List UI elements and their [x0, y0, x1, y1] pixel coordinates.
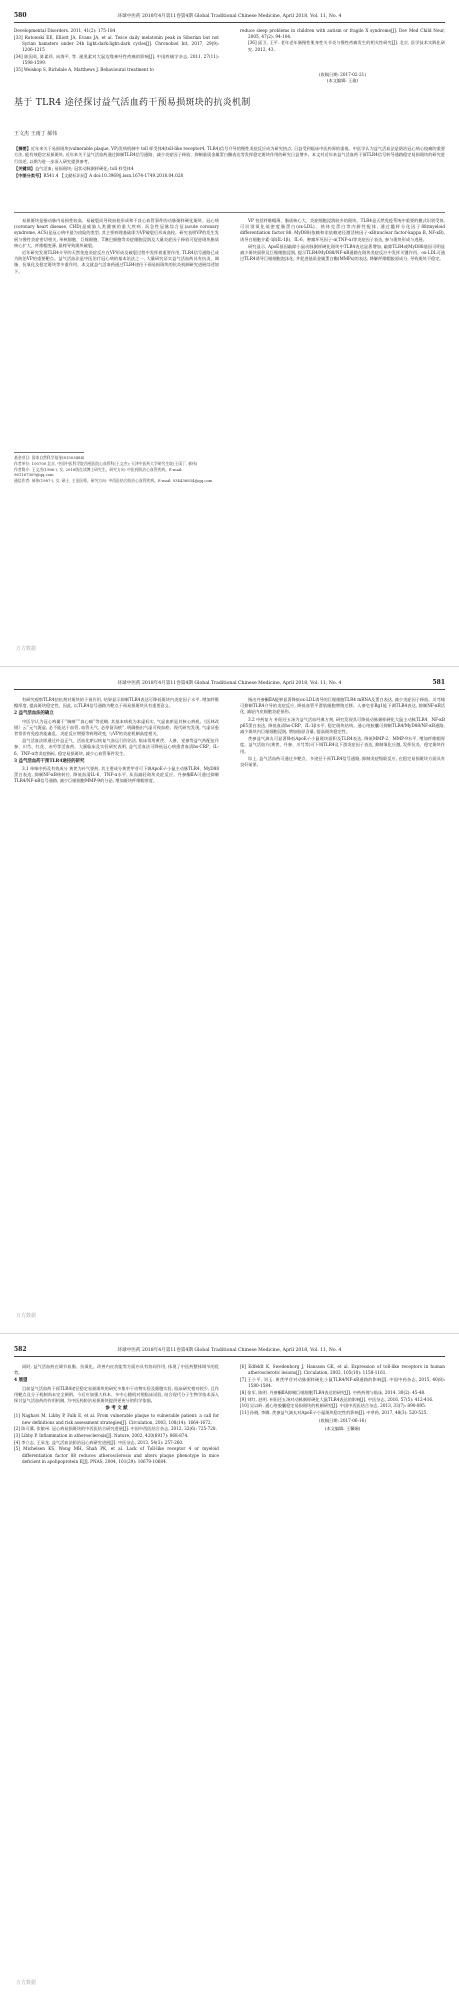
abstract-label: 【摘要】	[14, 146, 31, 151]
reference-item: [1] Naghavi M, Libby P, Falk E, et al. From vulnerable plaque to vulnerable patient: a call for new definitions and risk assessment strategies[J]. Circulation, 2003, 108(14): 1664-1672.	[14, 1413, 219, 1425]
body-column-left	[14, 697, 219, 1257]
reference-item: [35] Weiskop S, Richdale A, Matthews J. Behavioural treatment to	[14, 66, 154, 72]
body-paragraph: 3.1 单味中药及有效成分 黄芪为补气要药, 其主要成分黄芪甲苷可下调ApoE-/-小鼠主动脉TLR4、MyD88蛋白表达, 抑制NF-κB核转位, 降低血清IL-6、TNF-α水平, 从而减轻斑块炎症反应。丹参酮ⅡA可通过抑制TLR4/NF-κB信号通路, 减少巨噬细胞MMP-9的分泌, 增加斑块纤维帽厚度。	[14, 766, 219, 784]
page-number: 581	[432, 679, 445, 686]
body-paragraph: 3.2 中药复方 补阳还五汤为益气活血经典方剂, 研究发现其可降低动脉粥样硬化大鼠主动脉TLR4、NF-κB p65蛋白表达, 降低血清hs-CRP、IL-1β水平, 稳定斑块结构。通心络胶囊可抑制TLR4/MyD88/NF-κB通路, 减少斑块内巨噬细胞浸润, 增加胶原含量, 提高斑块稳定性。	[240, 716, 445, 735]
watermark: 万方数据	[16, 1313, 37, 1319]
page-number: 582	[14, 1346, 27, 1353]
body-column-left	[14, 1364, 219, 1964]
reference-list-continued	[14, 28, 219, 88]
running-header: 环球中医药 2018年4月第11卷第4期 Global Traditional Chinese Medicine, April 2018, Vol. 11, No. 4	[117, 14, 342, 19]
references-heading: 参 考 文 献	[105, 1406, 128, 1412]
section-heading: 3 益气活血药干预TLR4途径的研究	[14, 758, 85, 764]
reference-item: reduce sleep problems in children with autism or fragile X syndrome[J]. Dev Med Child Neur, 2005, 47(2): 94-104. [36] 邱卫, 王平. 老年老年肠慢性肌身性关节炎与慢性疼痛发生的相关性研究[J]. 北京, 医学技术实践化研究. 2012, 43.	[240, 28, 445, 52]
body-paragraph: 综上, 益气活血药可通过多靶点、多途径干预TLR4信号通路, 抑制炎症级联反应, 在稳定易损斑块方面具有良好前景。	[240, 755, 445, 768]
body-paragraph: 同时, 益气活血药在调节血脂、抗氧化、改善内皮功能等方面亦具有协同作用, 体现了中医药整体调节的优势。	[14, 1364, 219, 1376]
running-header: 环球中医药 2018年4月第11卷第4期 Global Traditional Chinese Medicine, April 2018, Vol. 11, No. 4	[117, 681, 342, 686]
body-paragraph: 近年研究发现TLR4介导的天然免疫炎症反应在VP形成及破裂过程中发挥着重要作用, TLR4信号通路已成为防治VP的重要靶点。益气活血法是中医治疗冠心病的基本治法之一, 大量研究证实益气活血药具有抗炎、调脂、抗氧化及稳定斑块等多重作用。本文就益气活血药通过TLR4途径干预易损斑块的抗炎机制研究进展综述如下。	[14, 250, 219, 274]
body-paragraph: 易损斑块是指动脉内易损性较高、易破裂而导致血栓形成和不良心血管事件的动脉粥样硬化斑块。冠心病(coronary heart disease, CHD)是威胁人类健康的重大疾病, 而急性冠脉综合征(acute coronary syndrome, ACS)是冠心病中最为凶险的类型, 其主要病理基础即为VP破裂后形成血栓。研究表明VP的发生发展与慢性炎症密切相关, 单核细胞、巨噬细胞、T淋巴细胞等炎症细胞浸润及大量炎症因子释放可促进斑块脂质核心扩大、纤维帽变薄, 最终导致斑块破裂。	[14, 218, 219, 248]
corresponding-author-note: 通信作者: 郝伟(1987-), 女, 硕士, 主治医师。研究方向: 中西医结合防治心血管疾病。E-mail: 934436834@qq.com	[14, 478, 213, 484]
reference-item: [11] 孙晓, 李娜. 芪参益气滴丸对ApoE-/-小鼠斑块稳定性的影响[J]. 中草药, 2017, 48(3): 520-525.	[240, 1409, 428, 1415]
editor-note: (本文编辑: 王馨娴)	[324, 1426, 361, 1432]
body-paragraph: 有研究观察TLR4拮抗剂对斑块的干预作用, 结果显示抑制TLR4表达可降低斑块内炎症因子水平, 增加纤维帽厚度, 提高斑块稳定性。因此, 以TLR4信号通路为靶点干预易损斑块具有重要意义。	[14, 697, 219, 709]
page-580	[0, 0, 459, 666]
article-title: 基于 TLR4 途径探讨益气活血药干预易损斑块的抗炎机制	[14, 98, 251, 108]
abstract-text: 近年来关于易损斑块(vulnerable plaque, VP)发病机制中 toll 样受体4(toll-like receptor4, TLR4)信号介导的慢性炎症反应成为研究热点, 日益受到临床中医药界的重视。中医学认为益气活血法是防治冠心病心绞痛的重要方法, 能有效稳定易损斑块, 近年来关于益气活血药通过抑制TLR4信号通路、减少炎症因子释放、抑制基质金属蛋白酶表达等发挥稳定斑块作用的研究日益增多。本文对近年来益气活血药干预TLR4信号转导通路稳定易损斑块的研究进行综述, 以期为进一步深入研究提供参考。	[14, 146, 445, 164]
body-column-right	[240, 1364, 445, 1964]
page-header	[14, 679, 445, 690]
keywords-label: 【关键词】	[14, 165, 35, 171]
page-581	[0, 667, 459, 1333]
section-heading: 2 益气活血法的确立	[14, 711, 54, 717]
reference-item: [5] Michelsen KS, Wong MH, Shah PK, et al. Lack of Toll-like receptor 4 or myeloid differentiation factor 88 reduces atherosclerosis and alters plaque phenotype in mice deficient in apolipoprotein E[J]. PNAS, 2004, 101(29): 10679-10684.	[14, 1446, 219, 1464]
page-header	[14, 12, 445, 23]
abstract-divider	[14, 212, 445, 213]
reference-item: [2] 陈可冀, 张敏州. 冠心病易损斑块的中西医结合研究进展[J]. 中国中西医结合杂志, 2012, 32(6): 725-728.	[14, 1426, 217, 1432]
watermark: 万方数据	[16, 1980, 37, 1986]
clc-text: R541.4 【文献标识码】A doi:10.3969/j.issn.1674-1749.2018.04.028	[43, 173, 184, 179]
reference-list-continued-right	[240, 28, 445, 72]
received-date: (收稿日期: 2017-02-21)	[319, 72, 366, 77]
keywords-text: 益气活血; 易损斑块; 冠状动脉粥样硬化; toll 样受体4	[34, 165, 134, 171]
body-paragraph: 指出丹参酮ⅡA能够显著降低ox-LDL诱导的巨噬细胞TLR4 mRNA及蛋白表达, 减少炎症因子释放。川芎嗪可抑制TLR4介导的炎症反应, 降低血管平滑肌细胞增殖迁移。人参皂苷Rg1能下调TLR4表达, 抑制NF-κB活化, 减轻内皮细胞炎症损伤。	[240, 697, 445, 715]
reference-item: Developmental Disorders. 2011, 41(2): 175-184	[14, 28, 116, 33]
page-number: 580	[14, 12, 27, 19]
funding-note: 基金项目: 国家自然科学基金(81503484)	[14, 455, 85, 460]
article-authors: 王文杰 王雨丁 郝伟	[14, 131, 58, 137]
clc-label: 【中图分类号】	[14, 173, 44, 179]
article-end-notes	[240, 72, 445, 88]
abstract-block	[14, 146, 445, 180]
received-date: (收稿日期: 2017-06-16)	[319, 1418, 366, 1424]
reference-item: [4] 李立志, 王承龙. 益气活血法防治冠心病研究进展[J]. 中医杂志, 2013, 54(3): 257-260.	[14, 1439, 184, 1445]
body-column-right	[240, 697, 445, 1257]
reference-item: [10] 吴以岭. 通心络胶囊稳定易损斑块的机制研究[J]. 中国中西医结合杂志, 2013, 33(7): 890-895.	[240, 1403, 427, 1409]
body-column-left	[14, 218, 219, 443]
section-heading: 4 展望	[14, 1378, 28, 1384]
reference-item: [9] 刘红, 赵明. 补阳还五汤对动脉粥样硬化大鼠TLR4表达的影响[J]. 中医杂志, 2016, 57(5): 412-416.	[240, 1396, 434, 1402]
author-bio-note: 作者简介: 王文杰(1986-), 女, 2016级在读博士研究生。研究方向: 中医药防治心血管疾病。E-mail: 961167309@qq.com	[14, 466, 183, 478]
reference-item: [8] 张军, 陈明. 丹参酮ⅡA抑制巨噬细胞TLR4表达的研究[J]. 中药药理与临床, 2014, 30(2): 45-48.	[240, 1389, 426, 1395]
body-paragraph: 中医学认为冠心病属于“胸痹”“真心痛”等范畴, 其基本病机为本虚标实, 气虚血瘀是其核心病机。《医林改错》云“元气既虚, 必不能达于血管, 血管无气, 必停留而瘀”, 明确指出气虚可致血瘀。现代研究发现, 气虚证患者常伴有免疫功能紊乱、炎症反应增强等病理改变, 与VP的炎症机制高度相关。	[14, 718, 219, 737]
page-header	[14, 1346, 445, 1357]
watermark: 万方数据	[16, 646, 37, 652]
body-paragraph: 目前益气活血药干预TLR4途径稳定易损斑块的研究多集中于动物实验及细胞实验, 临床研究相对较少, 且作用靶点及分子机制尚未完全阐明。今后应加强大样本、多中心随机对照临床试验, 结合现代分子生物学技术深入探讨益气活血药的作用机制, 为中医药防治易损斑块提供更充分的科学依据。	[14, 1385, 219, 1404]
running-header: 环球中医药 2018年4月第11卷第4期 Global Traditional Chinese Medicine, April 2018, Vol. 11, No. 4	[117, 1348, 342, 1353]
body-column-right	[240, 218, 445, 638]
body-paragraph: 芪参益气滴丸可显著降低ApoE-/-小鼠斑块面积及TLR4表达, 降低MMP-2、MMP-9水平, 增加纤维帽厚度。益气活血方(黄芪、丹参、川芎等)可下调TLR4及下游炎症因子表达, 抑制氧化应激, 发挥抗炎、稳定斑块作用。	[240, 736, 445, 754]
reference-item: [33] Rutowski EE, Elliott JA, Evans JA, et al. Twice daily melatonin peak in Siberian but not Syrian hamsters under 24h light:dark:light:dark cycles[J]. Chronobiol Int, 2017, 29(9): 1206-1215	[14, 34, 219, 53]
body-paragraph: 益气活血法即通过补益正气、活血化瘀以恢复气血运行的治法, 临床常用黄芪、人参、党参等益气药配伍丹参、川芎、红花、赤芍等活血药。大量临床及实验研究表明, 益气活血法可降低冠心病患者血清hs-CRP、IL-6、TNF-α等炎症指标, 稳定易损斑块, 减少心血管事件发生。	[14, 738, 219, 756]
affiliation-note: 作者单位: 100700 北京, 中国中医科学院西苑医院心血管科(王文杰); 天津中医药大学研究生院(王雨丁, 郝伟)	[14, 460, 198, 466]
reference-item: [7] 王小平, 刘玉. 黄芪甲苷对动脉粥样硬化小鼠TLR4/NF-κB通路的影响[J]. 中国中药杂志, 2015, 40(8): 1580-1584.	[240, 1376, 445, 1389]
body-paragraph: VP 包括纤维帽薄、脂质核心大、炎症细胞浸润较多的斑块。TLR4是天然免疫系统中重要的模式识别受体, 可识别氧化低密度脂蛋白(ox-LDL)、热休克蛋白等内源性配体, 通过髓样分化因子88(myeloid differentiation factor 88, MyD88)依赖和非依赖途径激活核因子-κB(nuclear factor-kappa B, NF-κB), 诱导白细胞介素-1β(IL-1β)、IL-6、肿瘤坏死因子-α(TNF-α)等炎症因子表达, 参与斑块形成与进展。	[240, 218, 445, 242]
footnotes	[14, 455, 219, 484]
reference-item: [34] 陈国英, 陈素珍, 向海平, 等. 褪黑素对大鼠边缘神经性疼痛的影响[J]. 中国疼痛学杂志, 2011, 27(11): 1598-1599.	[14, 53, 219, 66]
page-582	[0, 1334, 459, 2000]
reference-item: [6] Edfeldt K, Swedenborg J, Hansson GK, et al. Expression of toll-like receptors in human atherosclerotic lesions[J]. Circulation, 2002, 105(10): 1158-1161.	[240, 1364, 445, 1376]
reference-item: [3] Libby P. Inflammation in atherosclerosis[J]. Nature, 2002, 420(6917): 868-874.	[14, 1433, 189, 1439]
editor-note: (本文编辑: 王瑜)	[326, 78, 359, 84]
body-paragraph: 研究显示, ApoE基因敲除小鼠动脉粥样硬化斑块中TLR4表达显著增加, 敲除TLR4或MyD88基因可明显减少斑块面积及巨噬细胞浸润, 提示TLR4/MyD88/NF-κB通路在斑块炎症反应中发挥关键作用。ox-LDL可通过TLR4诱导巨噬细胞泡沫化, 并促进基质金属蛋白酶(MMPs)的表达, 降解纤维帽胶原成分, 导致斑块不稳定。	[240, 243, 445, 262]
footnote-divider	[14, 452, 84, 453]
